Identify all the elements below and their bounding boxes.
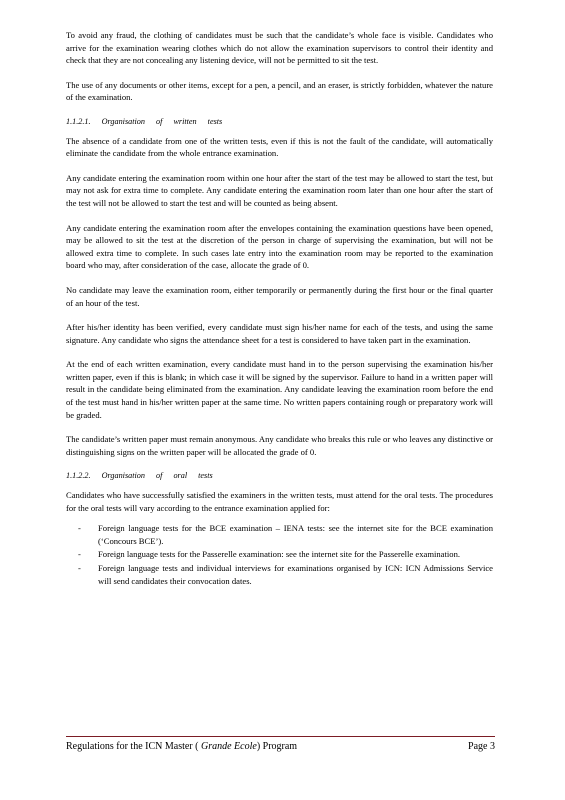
list-item-text: Foreign language tests for the Passerelle examination: see the internet site for the Passerelle examination. — [98, 549, 461, 560]
bullet-dash: - — [78, 549, 81, 560]
list-item-text: Foreign language tests and individual interviews for examinations organised by ICN: ICN Admissions Service will send candidates their convocation dates. — [98, 563, 493, 586]
page-number: Page 3 — [468, 741, 495, 752]
paragraph-hand-in-paper: At the end of each written examination, every candidate must hand in to the person supervising the examination his/her written paper, even if this is blank; in which case it will be signed by the supervisor. Failure to hand in a written paper will result in the candidate being eliminated from the examination. Any candidate leaving the examination room before the end of the test must hand in his/her written paper at the same time. No written papers containing rough or preparatory work will be graded. — [66, 359, 493, 420]
list-item-text: Foreign language tests for the BCE examination – IENA tests: see the internet site for the BCE examination (‘Concours BCE’). — [98, 523, 493, 546]
bullet-dash: - — [78, 563, 81, 573]
paragraph-clothing-rule: To avoid any fraud, the clothing of candidates must be such that the candidate’s whole face is visible. Candidates who arrive for the examination wearing clothes which do not allow the examination supervisors to control their identity and check that they are not concealing any listening device, will not be permitted to sit the test. — [66, 30, 493, 66]
footer-rule — [66, 736, 495, 737]
paragraph-anonymity: The candidate’s written paper must remain anonymous. Any candidate who breaks this rule or who leaves any distinctive or distinguishing signs on the written paper will be allocated the grade of 0. — [66, 434, 493, 457]
oral-tests-list — [66, 522, 493, 587]
list-item — [66, 522, 493, 547]
paragraph-documents-rule: The use of any documents or other items, except for a pen, a pencil, and an eraser, is strictly forbidden, whatever the nature of the examination. — [66, 79, 493, 103]
paragraph-identity-signature: After his/her identity has been verified, every candidate must sign his/her name for each of the tests, and using the same signature. Any candidate who signs the attendance sheet for a test is considered to have taken part in the examination. — [66, 322, 493, 345]
list-item — [66, 562, 493, 587]
paragraph-leaving-room: No candidate may leave the examination room, either temporarily or permanently during the first hour or the final quarter of an hour of the test. — [66, 284, 493, 308]
paragraph-envelopes-opened: Any candidate entering the examination room after the envelopes containing the examination questions have been opened, may be allowed to sit the test at the discretion of the person in charge of supervising the examination, but will not be allowed extra time to complete. In such cases late entry into the examination room may be reported to the examination board who may, after consideration of the case, allocate the grade of 0. — [66, 222, 493, 271]
list-item — [66, 548, 493, 561]
paragraph-late-arrival: Any candidate entering the examination room within one hour after the start of the test may be allowed to start the test, but may not ask for extra time to complete. Any candidate entering the examination room later than one hour after the start of the test will not be allowed to start the test and will be counted as being absent. — [66, 172, 493, 208]
heading-oral-tests: 1.1.2.2. Organisation of oral tests — [66, 471, 213, 481]
footer-title-start: Regulations for the ICN Master ( — [66, 741, 199, 752]
footer-title-end: ) Program — [256, 741, 298, 752]
paragraph-absence: The absence of a candidate from one of the written tests, even if this is not the fault of the candidate, will automatically eliminate the candidate from the whole entrance examination. — [66, 135, 493, 159]
footer-title — [66, 741, 297, 752]
page-content — [66, 29, 493, 588]
bullet-dash: - — [78, 523, 81, 534]
footer-title-italic: Grande Ecole — [200, 741, 257, 752]
heading-written-tests: 1.1.2.1. Organisation of written tests — [66, 116, 223, 126]
paragraph-oral-intro: Candidates who have successfully satisfied the examiners in the written tests, must attend for the oral tests. The procedures for the oral tests will vary according to the entrance examination applied for: — [66, 490, 493, 513]
